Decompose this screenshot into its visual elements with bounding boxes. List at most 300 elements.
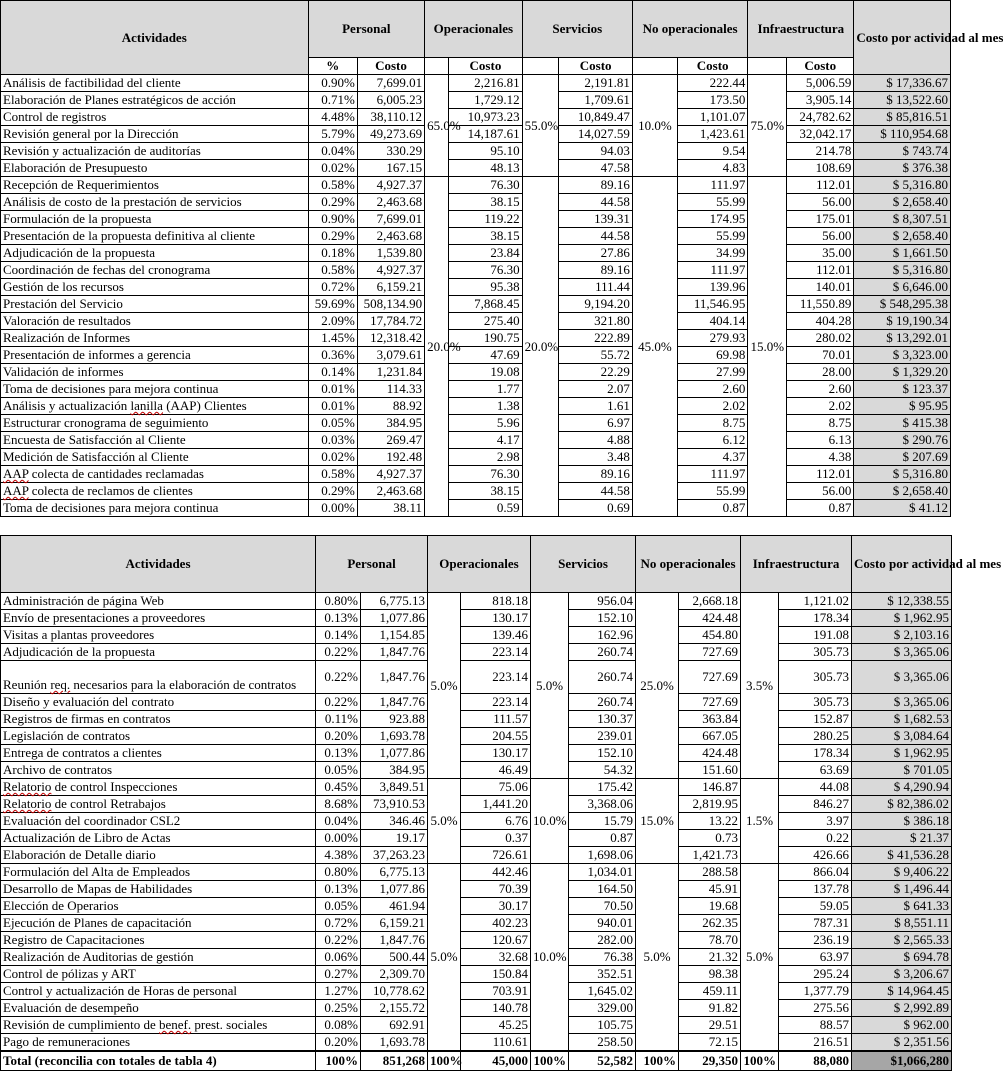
header-infraestructura: Infraestructura — [741, 536, 852, 593]
activity-total-cost: $ 962.00 — [852, 1017, 952, 1034]
operacionales-pct: 5.0% — [428, 779, 461, 864]
personal-pct: 4.48% — [308, 109, 357, 126]
activity-name: Ejecución de Planes de capacitación — [1, 915, 316, 932]
servicios-cost: 0.87 — [569, 830, 636, 847]
activity-name: Adjudicación de la propuesta — [1, 644, 316, 661]
personal-cost: 1,077.86 — [361, 610, 428, 627]
personal-cost: 384.95 — [357, 415, 424, 432]
infraestructura-cost: 70.01 — [787, 347, 854, 364]
infraestructura-cost: 1,377.79 — [779, 983, 852, 1000]
table-row — [1, 262, 951, 279]
activity-name: Análisis de factibilidad del cliente — [1, 75, 309, 92]
infraestructura-cost: 5,006.59 — [787, 75, 854, 92]
activity-name: Control de registros — [1, 109, 309, 126]
total-infraestructura-pct: 100% — [741, 1051, 779, 1071]
activity-name: Adjudicación de la propuesta — [1, 245, 309, 262]
infraestructura-cost: 32,042.17 — [787, 126, 854, 143]
personal-pct: 0.22% — [316, 932, 361, 949]
activity-total-cost: $ 3,323.00 — [854, 347, 951, 364]
table-row — [1, 762, 952, 779]
no-operacionales-cost: 1,423.61 — [678, 126, 748, 143]
personal-cost: 7,699.01 — [357, 211, 424, 228]
personal-cost: 6,005.23 — [357, 92, 424, 109]
servicios-cost: 10,849.47 — [559, 109, 632, 126]
activity-name: Evaluación del coordinador CSL2 — [1, 813, 316, 830]
activity-total-cost: $ 1,329.20 — [854, 364, 951, 381]
personal-pct: 4.38% — [316, 847, 361, 864]
activity-name: Valoración de resultados — [1, 313, 309, 330]
personal-cost: 12,318.42 — [357, 330, 424, 347]
table-row — [1, 915, 952, 932]
personal-cost: 1,847.76 — [361, 694, 428, 711]
infraestructura-cost: 56.00 — [787, 483, 854, 500]
infraestructura-cost: 112.01 — [787, 262, 854, 279]
infraestructura-cost: 35.00 — [787, 245, 854, 262]
subheader-pct: % — [308, 58, 357, 75]
activity-total-cost: $ 694.78 — [852, 949, 952, 966]
no-operacionales-cost: 0.73 — [679, 830, 741, 847]
infraestructura-pct: 15.0% — [748, 177, 787, 517]
personal-pct: 2.09% — [308, 313, 357, 330]
table-row — [1, 245, 951, 262]
table-row — [1, 432, 951, 449]
activity-name: AAP colecta de cantidades reclamadas — [1, 466, 309, 483]
operacionales-cost: 46.49 — [461, 762, 531, 779]
personal-cost: 38,110.12 — [357, 109, 424, 126]
infraestructura-cost: 0.22 — [779, 830, 852, 847]
no-operacionales-cost: 727.69 — [679, 694, 741, 711]
activity-total-cost: $ 2,658.40 — [854, 483, 951, 500]
personal-cost: 346.46 — [361, 813, 428, 830]
no-operacionales-cost: 0.87 — [678, 500, 748, 517]
no-operacionales-cost: 27.99 — [678, 364, 748, 381]
servicios-cost: 260.74 — [569, 644, 636, 661]
table-row — [1, 813, 952, 830]
no-operacionales-pct: 45.0% — [632, 177, 677, 517]
no-operacionales-cost: 55.99 — [678, 483, 748, 500]
activity-name: Envío de presentaciones a proveedores — [1, 610, 316, 627]
table-row — [1, 211, 951, 228]
personal-pct: 0.08% — [316, 1017, 361, 1034]
operacionales-cost: 48.13 — [449, 160, 522, 177]
no-operacionales-cost: 146.87 — [679, 779, 741, 796]
table-row — [1, 194, 951, 211]
personal-cost: 508,134.90 — [357, 296, 424, 313]
servicios-cost: 282.00 — [569, 932, 636, 949]
personal-pct: 0.20% — [316, 1034, 361, 1052]
cost-table-2 — [0, 535, 1002, 1071]
activity-total-cost: $ 1,962.95 — [852, 610, 952, 627]
servicios-cost: 3.48 — [559, 449, 632, 466]
header-servicios: Servicios — [531, 536, 636, 593]
servicios-cost: 1,698.06 — [569, 847, 636, 864]
activity-total-cost: $ 6,646.00 — [854, 279, 951, 296]
personal-pct: 5.79% — [308, 126, 357, 143]
activity-total-cost: $ 3,365.06 — [852, 694, 952, 711]
activity-total-cost: $ 8,307.51 — [854, 211, 951, 228]
table-row — [1, 500, 951, 517]
operacionales-cost: 23.84 — [449, 245, 522, 262]
activity-total-cost: $ 415.38 — [854, 415, 951, 432]
infraestructura-cost: 112.01 — [787, 177, 854, 194]
servicios-pct: 20.0% — [522, 177, 559, 517]
infraestructura-cost: 63.69 — [779, 762, 852, 779]
servicios-pct: 10.0% — [531, 779, 569, 864]
operacionales-cost: 2,216.81 — [449, 75, 522, 92]
servicios-cost: 321.80 — [559, 313, 632, 330]
personal-pct: 0.25% — [316, 1000, 361, 1017]
personal-pct: 0.18% — [308, 245, 357, 262]
operacionales-cost: 150.84 — [461, 966, 531, 983]
infraestructura-cost: 295.24 — [779, 966, 852, 983]
header-no-operacionales: No operacionales — [632, 1, 747, 58]
table-row — [1, 847, 952, 864]
operacionales-cost: 130.17 — [461, 610, 531, 627]
infraestructura-cost: 108.69 — [787, 160, 854, 177]
servicios-cost: 164.50 — [569, 881, 636, 898]
personal-pct: 0.22% — [316, 694, 361, 711]
activity-name: Presentación de la propuesta definitiva al cliente — [1, 228, 309, 245]
personal-cost: 49,273.69 — [357, 126, 424, 143]
operacionales-cost: 223.14 — [461, 644, 531, 661]
activity-total-cost: $ 41.12 — [854, 500, 951, 517]
servicios-cost: 54.32 — [569, 762, 636, 779]
activity-total-cost: $ 5,316.80 — [854, 262, 951, 279]
header-operacionales: Operacionales — [425, 1, 523, 58]
personal-cost: 461.94 — [361, 898, 428, 915]
table-row — [1, 1017, 952, 1034]
no-operacionales-cost: 174.95 — [678, 211, 748, 228]
table-row — [1, 864, 952, 881]
infraestructura-cost: 2.60 — [787, 381, 854, 398]
activity-total-cost: $ 743.74 — [854, 143, 951, 160]
no-operacionales-cost: 55.99 — [678, 228, 748, 245]
personal-cost: 114.33 — [357, 381, 424, 398]
activity-name: Estructurar cronograma de seguimiento — [1, 415, 309, 432]
infraestructura-cost: 236.19 — [779, 932, 852, 949]
no-operacionales-cost: 111.97 — [678, 466, 748, 483]
personal-cost: 4,927.37 — [357, 262, 424, 279]
activity-total-cost: $ 3,365.06 — [852, 661, 952, 694]
no-operacionales-cost: 19.68 — [679, 898, 741, 915]
no-operacionales-cost: 727.69 — [679, 661, 741, 694]
infraestructura-cost: 216.51 — [779, 1034, 852, 1052]
operacionales-cost: 818.18 — [461, 593, 531, 610]
activity-name: Diseño y evaluación del contrato — [1, 694, 316, 711]
operacionales-cost: 120.67 — [461, 932, 531, 949]
personal-cost: 2,463.68 — [357, 228, 424, 245]
servicios-cost: 329.00 — [569, 1000, 636, 1017]
total-personal-pct: 100% — [316, 1051, 361, 1071]
operacionales-cost: 4.17 — [449, 432, 522, 449]
activity-name: Entrega de contratos a clientes — [1, 745, 316, 762]
no-operacionales-cost: 727.69 — [679, 644, 741, 661]
personal-cost: 1,847.76 — [361, 644, 428, 661]
infraestructura-cost: 3.97 — [779, 813, 852, 830]
total-no-operacionales-cost: 29,350 — [679, 1051, 741, 1071]
personal-cost: 19.17 — [361, 830, 428, 847]
servicios-cost: 239.01 — [569, 728, 636, 745]
activity-name: Prestación del Servicio — [1, 296, 309, 313]
operacionales-cost: 130.17 — [461, 745, 531, 762]
infraestructura-pct: 5.0% — [741, 864, 779, 1052]
header-personal: Personal — [308, 1, 425, 58]
operacionales-cost: 95.38 — [449, 279, 522, 296]
operacionales-cost: 223.14 — [461, 694, 531, 711]
personal-cost: 6,159.21 — [357, 279, 424, 296]
total-infraestructura-cost: 88,080 — [779, 1051, 852, 1071]
servicios-pct: 5.0% — [531, 593, 569, 779]
infraestructura-cost: 178.34 — [779, 610, 852, 627]
personal-cost: 6,775.13 — [361, 864, 428, 881]
personal-pct: 0.27% — [316, 966, 361, 983]
servicios-cost: 260.74 — [569, 661, 636, 694]
operacionales-cost: 38.15 — [449, 483, 522, 500]
infraestructura-cost: 112.01 — [787, 466, 854, 483]
activity-total-cost: $ 14,964.45 — [852, 983, 952, 1000]
personal-cost: 37,263.23 — [361, 847, 428, 864]
personal-cost: 73,910.53 — [361, 796, 428, 813]
table-row — [1, 398, 951, 415]
total-row — [1, 1051, 952, 1071]
personal-cost: 384.95 — [361, 762, 428, 779]
table-row — [1, 109, 951, 126]
no-operacionales-cost: 9.54 — [678, 143, 748, 160]
infraestructura-cost: 305.73 — [779, 661, 852, 694]
activity-name: Control de pólizas y ART — [1, 966, 316, 983]
operacionales-cost: 1.38 — [449, 398, 522, 415]
table-row — [1, 779, 952, 796]
infraestructura-cost: 88.57 — [779, 1017, 852, 1034]
infraestructura-cost: 137.78 — [779, 881, 852, 898]
table-row — [1, 228, 951, 245]
activity-total-cost: $ 2,103.16 — [852, 627, 952, 644]
personal-pct: 0.29% — [308, 483, 357, 500]
table-row — [1, 143, 951, 160]
servicios-cost: 258.50 — [569, 1034, 636, 1052]
activity-total-cost: $ 4,290.94 — [852, 779, 952, 796]
personal-pct: 0.11% — [316, 711, 361, 728]
servicios-cost: 6.97 — [559, 415, 632, 432]
servicios-cost: 9,194.20 — [559, 296, 632, 313]
infraestructura-cost: 11,550.89 — [787, 296, 854, 313]
personal-cost: 3,849.51 — [361, 779, 428, 796]
no-operacionales-cost: 2,819.95 — [679, 796, 741, 813]
personal-pct: 0.06% — [316, 949, 361, 966]
cost-table-1 — [0, 0, 1003, 517]
operacionales-cost: 204.55 — [461, 728, 531, 745]
activity-name: Reunión req. necesarios para la elaboración de contratos — [1, 661, 316, 694]
no-operacionales-cost: 2.02 — [678, 398, 748, 415]
personal-pct: 0.14% — [308, 364, 357, 381]
operacionales-cost: 6.76 — [461, 813, 531, 830]
table-row — [1, 296, 951, 313]
activity-name: Presentación de informes a gerencia — [1, 347, 309, 364]
servicios-cost: 130.37 — [569, 711, 636, 728]
operacionales-cost: 30.17 — [461, 898, 531, 915]
table-row — [1, 898, 952, 915]
operacionales-cost: 38.15 — [449, 228, 522, 245]
operacionales-cost: 110.61 — [461, 1034, 531, 1052]
servicios-cost: 139.31 — [559, 211, 632, 228]
infraestructura-cost: 280.02 — [787, 330, 854, 347]
activity-name: Evaluación de desempeño — [1, 1000, 316, 1017]
activity-name: Análisis y actualización lanilla (AAP) Clientes — [1, 398, 309, 415]
table-row — [1, 661, 952, 694]
infraestructura-cost: 8.75 — [787, 415, 854, 432]
no-operacionales-cost: 424.48 — [679, 610, 741, 627]
personal-cost: 1,231.84 — [357, 364, 424, 381]
activity-total-cost: $ 641.33 — [852, 898, 952, 915]
table-row — [1, 593, 952, 610]
no-operacionales-cost: 11,546.95 — [678, 296, 748, 313]
infraestructura-cost: 275.56 — [779, 1000, 852, 1017]
activity-name: Recepción de Requerimientos — [1, 177, 309, 194]
operacionales-cost: 14,187.61 — [449, 126, 522, 143]
operacionales-cost: 45.25 — [461, 1017, 531, 1034]
no-operacionales-cost: 279.93 — [678, 330, 748, 347]
subheader-costo: Costo — [449, 58, 522, 75]
personal-pct: 0.20% — [316, 728, 361, 745]
header-actividades: Actividades — [1, 536, 316, 593]
personal-cost: 1,847.76 — [361, 661, 428, 694]
total-operacionales-cost: 45,000 — [461, 1051, 531, 1071]
servicios-cost: 222.89 — [559, 330, 632, 347]
servicios-cost: 260.74 — [569, 694, 636, 711]
personal-cost: 1,693.78 — [361, 728, 428, 745]
servicios-cost: 27.86 — [559, 245, 632, 262]
table-row — [1, 466, 951, 483]
personal-pct: 0.72% — [308, 279, 357, 296]
personal-cost: 1,847.76 — [361, 932, 428, 949]
personal-cost: 923.88 — [361, 711, 428, 728]
personal-pct: 0.13% — [316, 745, 361, 762]
no-operacionales-pct: 10.0% — [632, 75, 677, 177]
personal-pct: 0.22% — [316, 661, 361, 694]
infraestructura-cost: 787.31 — [779, 915, 852, 932]
personal-pct: 0.02% — [308, 449, 357, 466]
infraestructura-cost: 846.27 — [779, 796, 852, 813]
personal-pct: 0.58% — [308, 262, 357, 279]
activity-name: Coordinación de fechas del cronograma — [1, 262, 309, 279]
personal-cost: 167.15 — [357, 160, 424, 177]
personal-pct: 0.90% — [308, 211, 357, 228]
table-2-body — [1, 593, 952, 1071]
table-row — [1, 92, 951, 109]
activity-total-cost: $ 19,190.34 — [854, 313, 951, 330]
no-operacionales-cost: 29.51 — [679, 1017, 741, 1034]
personal-cost: 500.44 — [361, 949, 428, 966]
servicios-cost: 175.42 — [569, 779, 636, 796]
operacionales-cost: 1,729.12 — [449, 92, 522, 109]
infraestructura-cost: 305.73 — [779, 694, 852, 711]
total-operacionales-pct: 100% — [428, 1051, 461, 1071]
activity-total-cost: $ 1,496.44 — [852, 881, 952, 898]
activity-total-cost: $ 1,661.50 — [854, 245, 951, 262]
table-row — [1, 949, 952, 966]
personal-pct: 0.80% — [316, 864, 361, 881]
no-operacionales-cost: 459.11 — [679, 983, 741, 1000]
activity-total-cost: $ 85,816.51 — [854, 109, 951, 126]
operacionales-cost: 10,973.23 — [449, 109, 522, 126]
activity-total-cost: $ 3,206.67 — [852, 966, 952, 983]
personal-pct: 0.04% — [316, 813, 361, 830]
table-row — [1, 610, 952, 627]
infraestructura-cost: 28.00 — [787, 364, 854, 381]
infraestructura-cost: 56.00 — [787, 194, 854, 211]
infraestructura-cost: 305.73 — [779, 644, 852, 661]
servicios-cost: 14,027.59 — [559, 126, 632, 143]
personal-cost: 6,775.13 — [361, 593, 428, 610]
personal-pct: 0.45% — [316, 779, 361, 796]
activity-total-cost: $ 2,992.89 — [852, 1000, 952, 1017]
activity-total-cost: $ 207.69 — [854, 449, 951, 466]
activity-name: Visitas a plantas proveedores — [1, 627, 316, 644]
personal-cost: 4,927.37 — [357, 177, 424, 194]
personal-pct: 0.29% — [308, 194, 357, 211]
table-row — [1, 983, 952, 1000]
activity-total-cost: $ 3,365.06 — [852, 644, 952, 661]
servicios-cost: 89.16 — [559, 466, 632, 483]
activity-name: Relatorio de control Retrabajos — [1, 796, 316, 813]
personal-pct: 0.80% — [316, 593, 361, 610]
operacionales-cost: 19.08 — [449, 364, 522, 381]
personal-cost: 4,927.37 — [357, 466, 424, 483]
activity-total-cost: $ 2,565.33 — [852, 932, 952, 949]
servicios-cost: 105.75 — [569, 1017, 636, 1034]
operacionales-cost: 95.10 — [449, 143, 522, 160]
activity-name: Control y actualización de Horas de personal — [1, 983, 316, 1000]
activity-total-cost: $ 41,536.28 — [852, 847, 952, 864]
servicios-cost: 55.72 — [559, 347, 632, 364]
no-operacionales-cost: 45.91 — [679, 881, 741, 898]
no-operacionales-pct: 25.0% — [636, 593, 679, 779]
personal-pct: 0.58% — [308, 466, 357, 483]
table-row — [1, 160, 951, 177]
table-row — [1, 364, 951, 381]
activity-total-cost: $ 13,522.60 — [854, 92, 951, 109]
activity-total-cost: $ 9,406.22 — [852, 864, 952, 881]
total-servicios-cost: 52,582 — [569, 1051, 636, 1071]
personal-pct: 0.05% — [316, 898, 361, 915]
operacionales-cost: 119.22 — [449, 211, 522, 228]
activity-name: Realización de Auditorias de gestión — [1, 949, 316, 966]
subheader-costo: Costo — [357, 58, 424, 75]
no-operacionales-cost: 69.98 — [678, 347, 748, 364]
no-operacionales-cost: 55.99 — [678, 194, 748, 211]
no-operacionales-cost: 1,101.07 — [678, 109, 748, 126]
header-costo-actividad: Costo por actividad al mes — [854, 1, 951, 75]
personal-cost: 7,699.01 — [357, 75, 424, 92]
grand-total: $1,066,280 — [852, 1051, 952, 1071]
personal-cost: 88.92 — [357, 398, 424, 415]
table-row — [1, 711, 952, 728]
table-row — [1, 449, 951, 466]
activity-name: Validación de informes — [1, 364, 309, 381]
table-row — [1, 830, 952, 847]
servicios-cost: 1,709.61 — [559, 92, 632, 109]
infraestructura-cost: 214.78 — [787, 143, 854, 160]
operacionales-cost: 223.14 — [461, 661, 531, 694]
operacionales-cost: 0.59 — [449, 500, 522, 517]
servicios-cost: 70.50 — [569, 898, 636, 915]
operacionales-pct: 20.0% — [425, 177, 449, 517]
servicios-cost: 940.01 — [569, 915, 636, 932]
servicios-cost: 0.69 — [559, 500, 632, 517]
activity-name: Administración de página Web — [1, 593, 316, 610]
no-operacionales-cost: 34.99 — [678, 245, 748, 262]
activity-name: Toma de decisiones para mejora continua — [1, 500, 309, 517]
